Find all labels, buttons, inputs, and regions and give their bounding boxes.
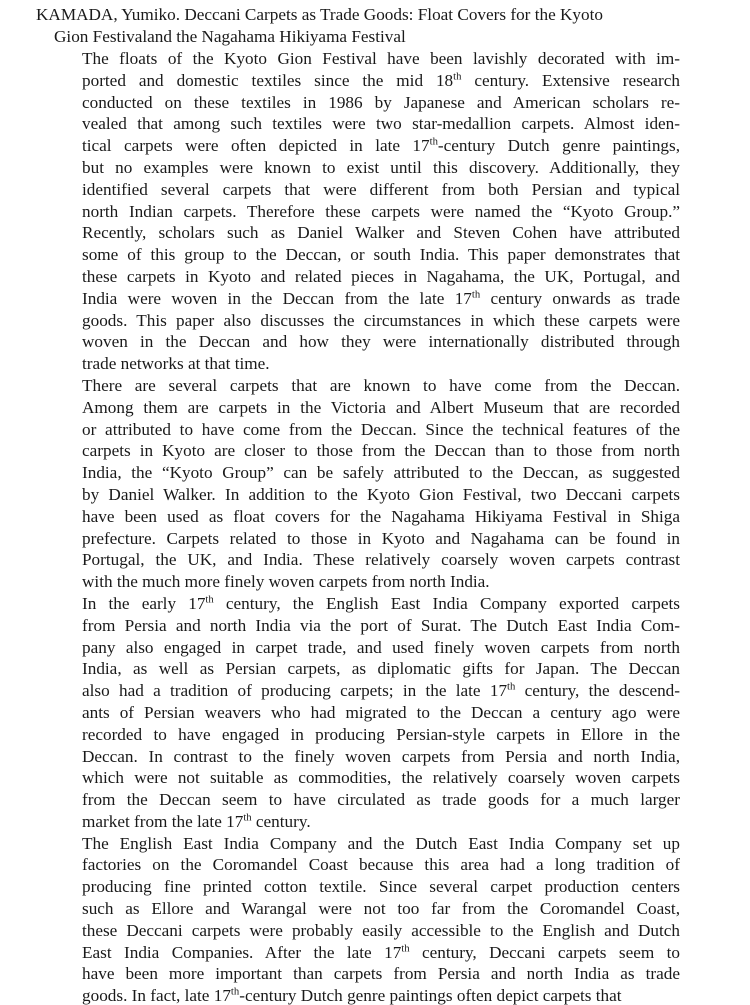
text-run: century, the descend- bbox=[515, 681, 680, 701]
text-run: these carpets in Kyoto and related pieces in Nagahama, the UK, Portugal, and bbox=[82, 266, 680, 286]
superscript: th bbox=[507, 681, 516, 693]
text-line bbox=[64, 963, 680, 985]
paragraph bbox=[64, 375, 680, 593]
text-run: carpets in Kyoto are closer to those from the Deccan than to those from north bbox=[82, 441, 680, 461]
text-run: from the Deccan seem to have circulated as trade goods for a much larger bbox=[82, 790, 680, 810]
text-run: century. bbox=[251, 811, 311, 831]
text-run: The floats of the Kyoto Gion Festival have been lavishly decorated with im- bbox=[82, 49, 680, 68]
text-line bbox=[64, 920, 680, 942]
paragraph bbox=[64, 833, 680, 1005]
text-run: north Indian carpets. Therefore these carpets were named the “Kyoto Group.” bbox=[82, 201, 680, 221]
text-line bbox=[64, 201, 680, 223]
text-run: India, as well as Persian carpets, as diplomatic gifts for Japan. The Deccan bbox=[82, 659, 680, 679]
text-run: The English East India Company and the Dutch East India Company set up bbox=[82, 833, 680, 853]
superscript: th bbox=[471, 289, 481, 301]
text-line bbox=[64, 331, 680, 353]
text-run: East India Companies. After the late 17 bbox=[82, 942, 402, 962]
text-line bbox=[64, 266, 680, 288]
text-run: goods. In fact, late 17 bbox=[82, 986, 231, 1005]
superscript: th bbox=[243, 812, 252, 824]
text-line bbox=[64, 462, 680, 484]
text-run: ported and domestic textiles since the mid 18 bbox=[82, 70, 454, 90]
text-line bbox=[64, 942, 680, 964]
text-run: Portugal, the UK, and India. These relatively coarsely woven carpets contrast bbox=[82, 550, 680, 570]
text-run: In the early 17 bbox=[82, 593, 206, 613]
text-run: with the much more finely woven carpets from north India. bbox=[82, 572, 490, 592]
superscript: th bbox=[230, 986, 240, 998]
text-run: Deccan. In contrast to the finely woven carpets from Persia and north India, bbox=[82, 746, 680, 766]
text-run: vealed that among such textiles were two star-medallion carpets. Almost iden- bbox=[82, 114, 680, 134]
text-run: recorded to have engaged in producing Persian-style carpets in Ellore in the bbox=[82, 724, 680, 744]
text-line bbox=[64, 440, 680, 462]
text-line bbox=[64, 135, 680, 157]
text-run: or attributed to have come from the Deccan. Since the technical features of the bbox=[82, 419, 680, 439]
text-run: have been used as float covers for the Nagahama Hikiyama Festival in Shiga bbox=[82, 506, 680, 526]
text-line bbox=[64, 528, 680, 550]
text-run: century, Deccani carpets seem to bbox=[409, 942, 680, 962]
text-line bbox=[64, 985, 680, 1005]
text-run: have been more important than carpets from Persia and north India as trade bbox=[82, 964, 680, 984]
text-line bbox=[64, 549, 680, 571]
superscript: th bbox=[401, 942, 410, 954]
superscript: th bbox=[453, 71, 462, 83]
text-line bbox=[64, 113, 680, 135]
text-run: India were woven in the Deccan from the late 17 bbox=[82, 288, 472, 308]
text-run: these Deccani carpets were probably easily accessible to the English and Dutch bbox=[82, 920, 680, 940]
text-run: producing fine printed cotton textile. Since several carpet production centers bbox=[82, 877, 680, 897]
text-run: but no examples were known to exist until this discovery. Additionally, they bbox=[82, 157, 680, 177]
text-run: prefecture. Carpets related to those in Kyoto and Nagahama can be found in bbox=[82, 528, 680, 548]
text-run: India, the “Kyoto Group” can be safely attributed to the Deccan, as suggested bbox=[82, 463, 680, 483]
text-line bbox=[64, 397, 680, 419]
text-line bbox=[64, 288, 680, 310]
text-line bbox=[64, 789, 680, 811]
text-run: century onwards as trade bbox=[480, 288, 680, 308]
text-run: goods. This paper also discusses the circumstances in which these carpets were bbox=[82, 310, 680, 330]
text-line bbox=[64, 353, 680, 375]
text-line bbox=[64, 179, 680, 201]
text-line bbox=[64, 854, 680, 876]
text-line bbox=[64, 157, 680, 179]
text-run: Recently, scholars such as Daniel Walker and Steven Cohen have attributed bbox=[82, 223, 680, 243]
text-line bbox=[64, 898, 680, 920]
text-run: century, the English East India Company exported carpets bbox=[213, 593, 680, 613]
text-line bbox=[64, 92, 680, 114]
article-body bbox=[64, 48, 680, 1005]
text-line bbox=[64, 811, 680, 833]
text-run: identified several carpets that were different from both Persian and typical bbox=[82, 179, 680, 199]
text-run: conducted on these textiles in 1986 by Japanese and American scholars re- bbox=[82, 92, 680, 112]
text-line bbox=[64, 724, 680, 746]
superscript: th bbox=[205, 594, 214, 606]
text-run: which were not suitable as commodities, the relatively coarsely woven carpets bbox=[82, 768, 680, 788]
text-run: -century Dutch genre paintings, bbox=[437, 136, 680, 156]
text-line bbox=[64, 833, 680, 855]
text-run: There are several carpets that are known to have come from the Deccan. bbox=[82, 375, 680, 395]
text-line bbox=[64, 746, 680, 768]
text-run: such as Ellore and Warangal were not too far from the Coromandel Coast, bbox=[82, 899, 680, 919]
text-run: pany also engaged in carpet trade, and used finely woven carpets from north bbox=[82, 637, 680, 657]
text-run: woven in the Deccan and how they were internationally distributed through bbox=[82, 332, 680, 352]
text-run: century. Extensive research bbox=[461, 70, 680, 90]
text-line bbox=[64, 506, 680, 528]
text-line bbox=[64, 244, 680, 266]
text-line bbox=[64, 419, 680, 441]
text-line bbox=[64, 70, 680, 92]
text-line bbox=[64, 310, 680, 332]
text-line bbox=[64, 48, 680, 70]
text-line bbox=[64, 593, 680, 615]
text-run: trade networks at that time. bbox=[82, 354, 270, 374]
text-run: tical carpets were often depicted in late 17 bbox=[82, 136, 430, 156]
text-run: market from the late 17 bbox=[82, 811, 244, 831]
text-run: Among them are carpets in the Victoria and Albert Museum that are recorded bbox=[82, 397, 680, 417]
paragraph bbox=[64, 48, 680, 375]
text-line bbox=[64, 767, 680, 789]
text-line bbox=[64, 484, 680, 506]
text-line bbox=[64, 680, 680, 702]
superscript: th bbox=[429, 136, 438, 148]
text-line bbox=[64, 615, 680, 637]
heading-line-1: KAMADA, Yumiko. Deccani Carpets as Trade Goods: Float Covers for the Kyoto bbox=[36, 5, 603, 24]
text-run: by Daniel Walker. In addition to the Kyoto Gion Festival, two Deccani carpets bbox=[82, 484, 680, 504]
text-line bbox=[64, 375, 680, 397]
paragraph bbox=[64, 593, 680, 833]
article-heading bbox=[36, 4, 744, 48]
text-line bbox=[64, 876, 680, 898]
text-line bbox=[64, 702, 680, 724]
heading-line-2: Gion Festivaland the Nagahama Hikiyama Festival bbox=[54, 26, 406, 46]
text-run: factories on the Coromandel Coast because this area had a long tradition of bbox=[82, 855, 680, 875]
text-run: also had a tradition of producing carpets; in the late 17 bbox=[82, 681, 508, 701]
text-run: some of this group to the Deccan, or south India. This paper demonstrates that bbox=[82, 245, 680, 265]
text-run: from Persia and north India via the port of Surat. The Dutch East India Com- bbox=[82, 615, 680, 635]
text-line bbox=[64, 637, 680, 659]
text-run: -century Dutch genre paintings often depict carpets that bbox=[239, 986, 622, 1005]
text-line bbox=[64, 658, 680, 680]
text-run: ants of Persian weavers who had migrated to the Deccan a century ago were bbox=[82, 702, 680, 722]
text-line bbox=[64, 571, 680, 593]
text-line bbox=[64, 222, 680, 244]
